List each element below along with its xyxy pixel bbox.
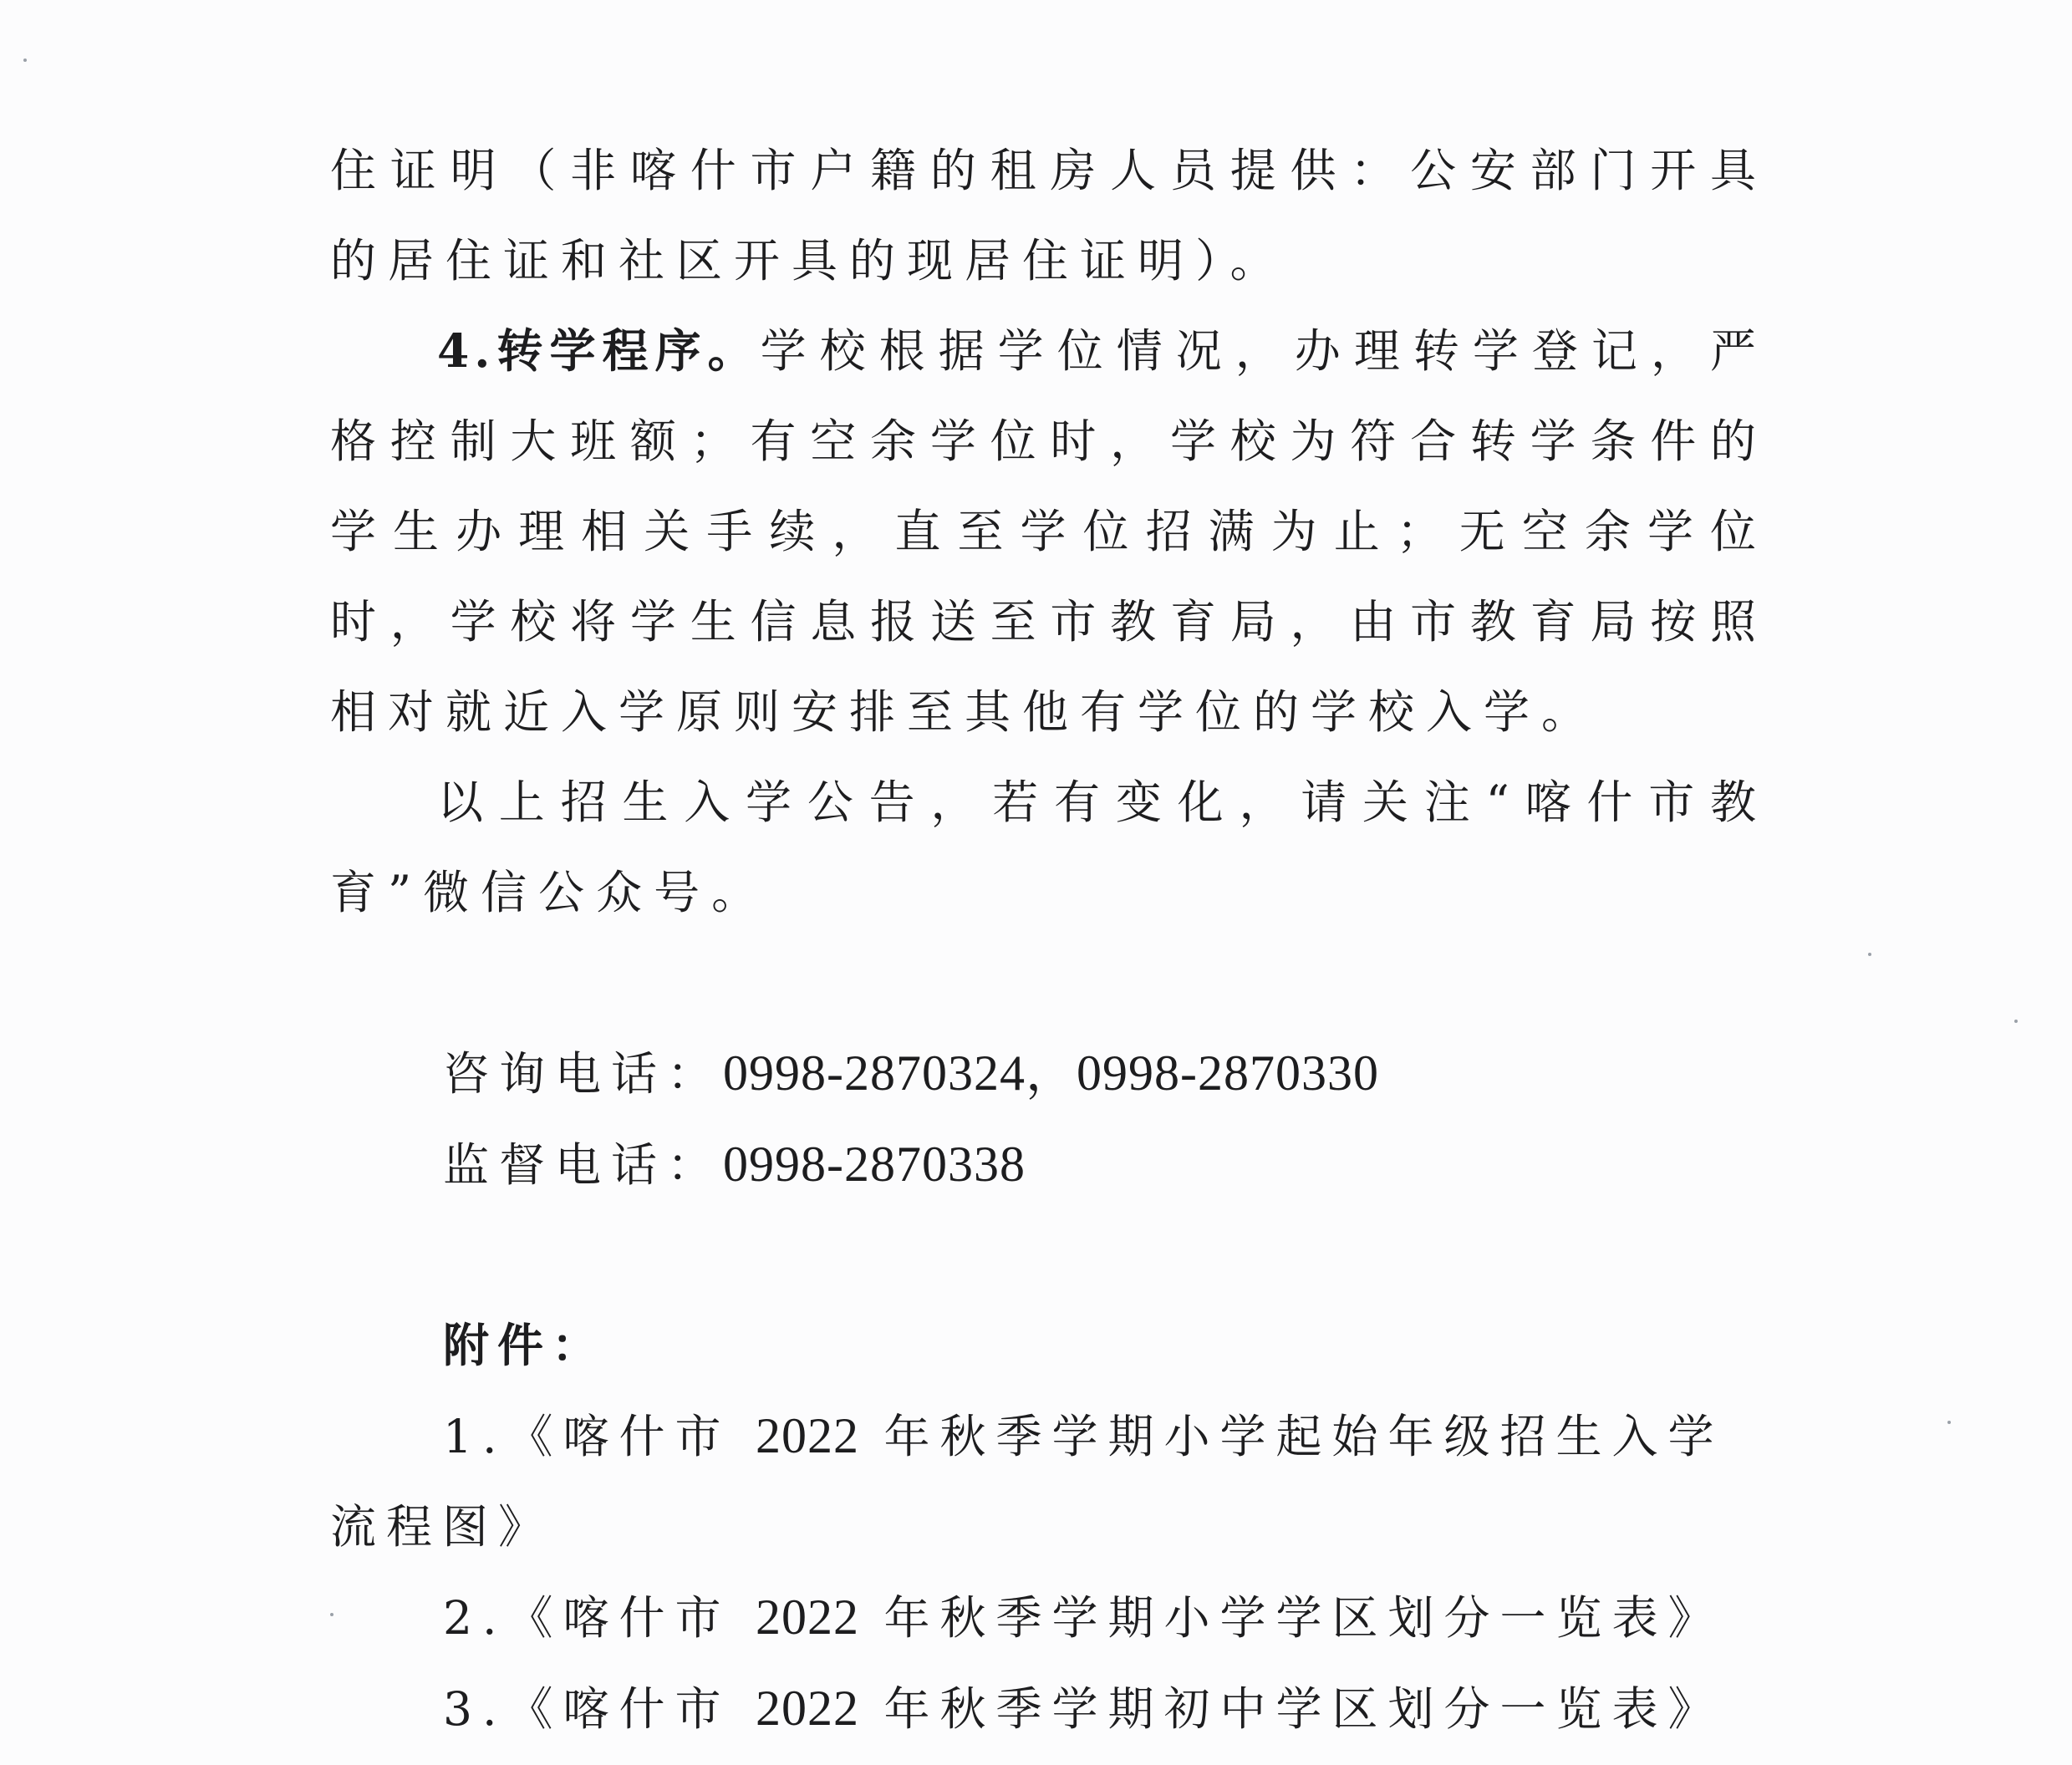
- supervise-phone-number: 0998-2870338: [723, 1137, 1026, 1192]
- spacer: [330, 1210, 1768, 1300]
- attachment-item-3-prefix: 3.《喀什市: [443, 1682, 731, 1736]
- attachment-item-3: [330, 1663, 1768, 1754]
- attachment-item-2: [330, 1572, 1768, 1663]
- notice-paragraph: 以上招生入学公告，若有变化，请关注“喀什市教育”微信公众号。: [330, 776, 1768, 919]
- scan-speck: [23, 58, 27, 62]
- transfer-procedure-text: 学校根据学位情况，办理转学登记，严格控制大班额；有空余学位时，学校为符合转学条件的学生办理相关手续，直至学位招满为止；无空余学位时，学校将学生信息报送至市教育局，由市教育局按照相对就近入学原则安排至其他有学位的学校入学。: [330, 324, 1768, 739]
- attachment-item-2-suffix: 年秋季学期小学学区划分一览表》: [883, 1591, 1724, 1645]
- attachment-item-1: [330, 1391, 1768, 1572]
- attachment-item-1-prefix: 1.《喀什市: [443, 1410, 731, 1463]
- transfer-procedure-heading: 4.转学程序。: [437, 323, 761, 378]
- transfer-procedure-paragraph: [330, 306, 1768, 757]
- attachment-item-1-suffix: 年秋季学期小学起始年级招生入学流程图》: [330, 1410, 1724, 1554]
- spacer: [330, 938, 1768, 1028]
- attachment-item-3-year: 2022: [755, 1681, 859, 1736]
- consult-phone-line: [330, 1028, 1768, 1119]
- attachment-item-2-year: 2022: [755, 1590, 859, 1645]
- attachment-item-1-year: 2022: [755, 1408, 859, 1463]
- document-body: [330, 125, 1768, 1754]
- attachments-title: 附件：: [443, 1318, 607, 1372]
- attachment-item-3-suffix: 年秋季学期初中学区划分一览表》: [883, 1682, 1724, 1736]
- supervise-phone-label: 监督电话：: [443, 1138, 724, 1192]
- consult-phone-numbers: 0998-2870324，0998-2870330: [723, 1045, 1379, 1101]
- scan-speck: [1868, 953, 1871, 956]
- consult-phone-label: 咨询电话：: [443, 1047, 724, 1101]
- attachment-item-2-prefix: 2.《喀什市: [443, 1591, 731, 1645]
- residence-proof-paragraph: 住证明（非喀什市户籍的租房人员提供：公安部门开具的居住证和社区开具的现居住证明）。: [330, 144, 1768, 287]
- scan-speck: [2014, 1020, 2018, 1023]
- scan-speck: [1947, 1421, 1951, 1424]
- supervise-phone-line: [330, 1119, 1768, 1210]
